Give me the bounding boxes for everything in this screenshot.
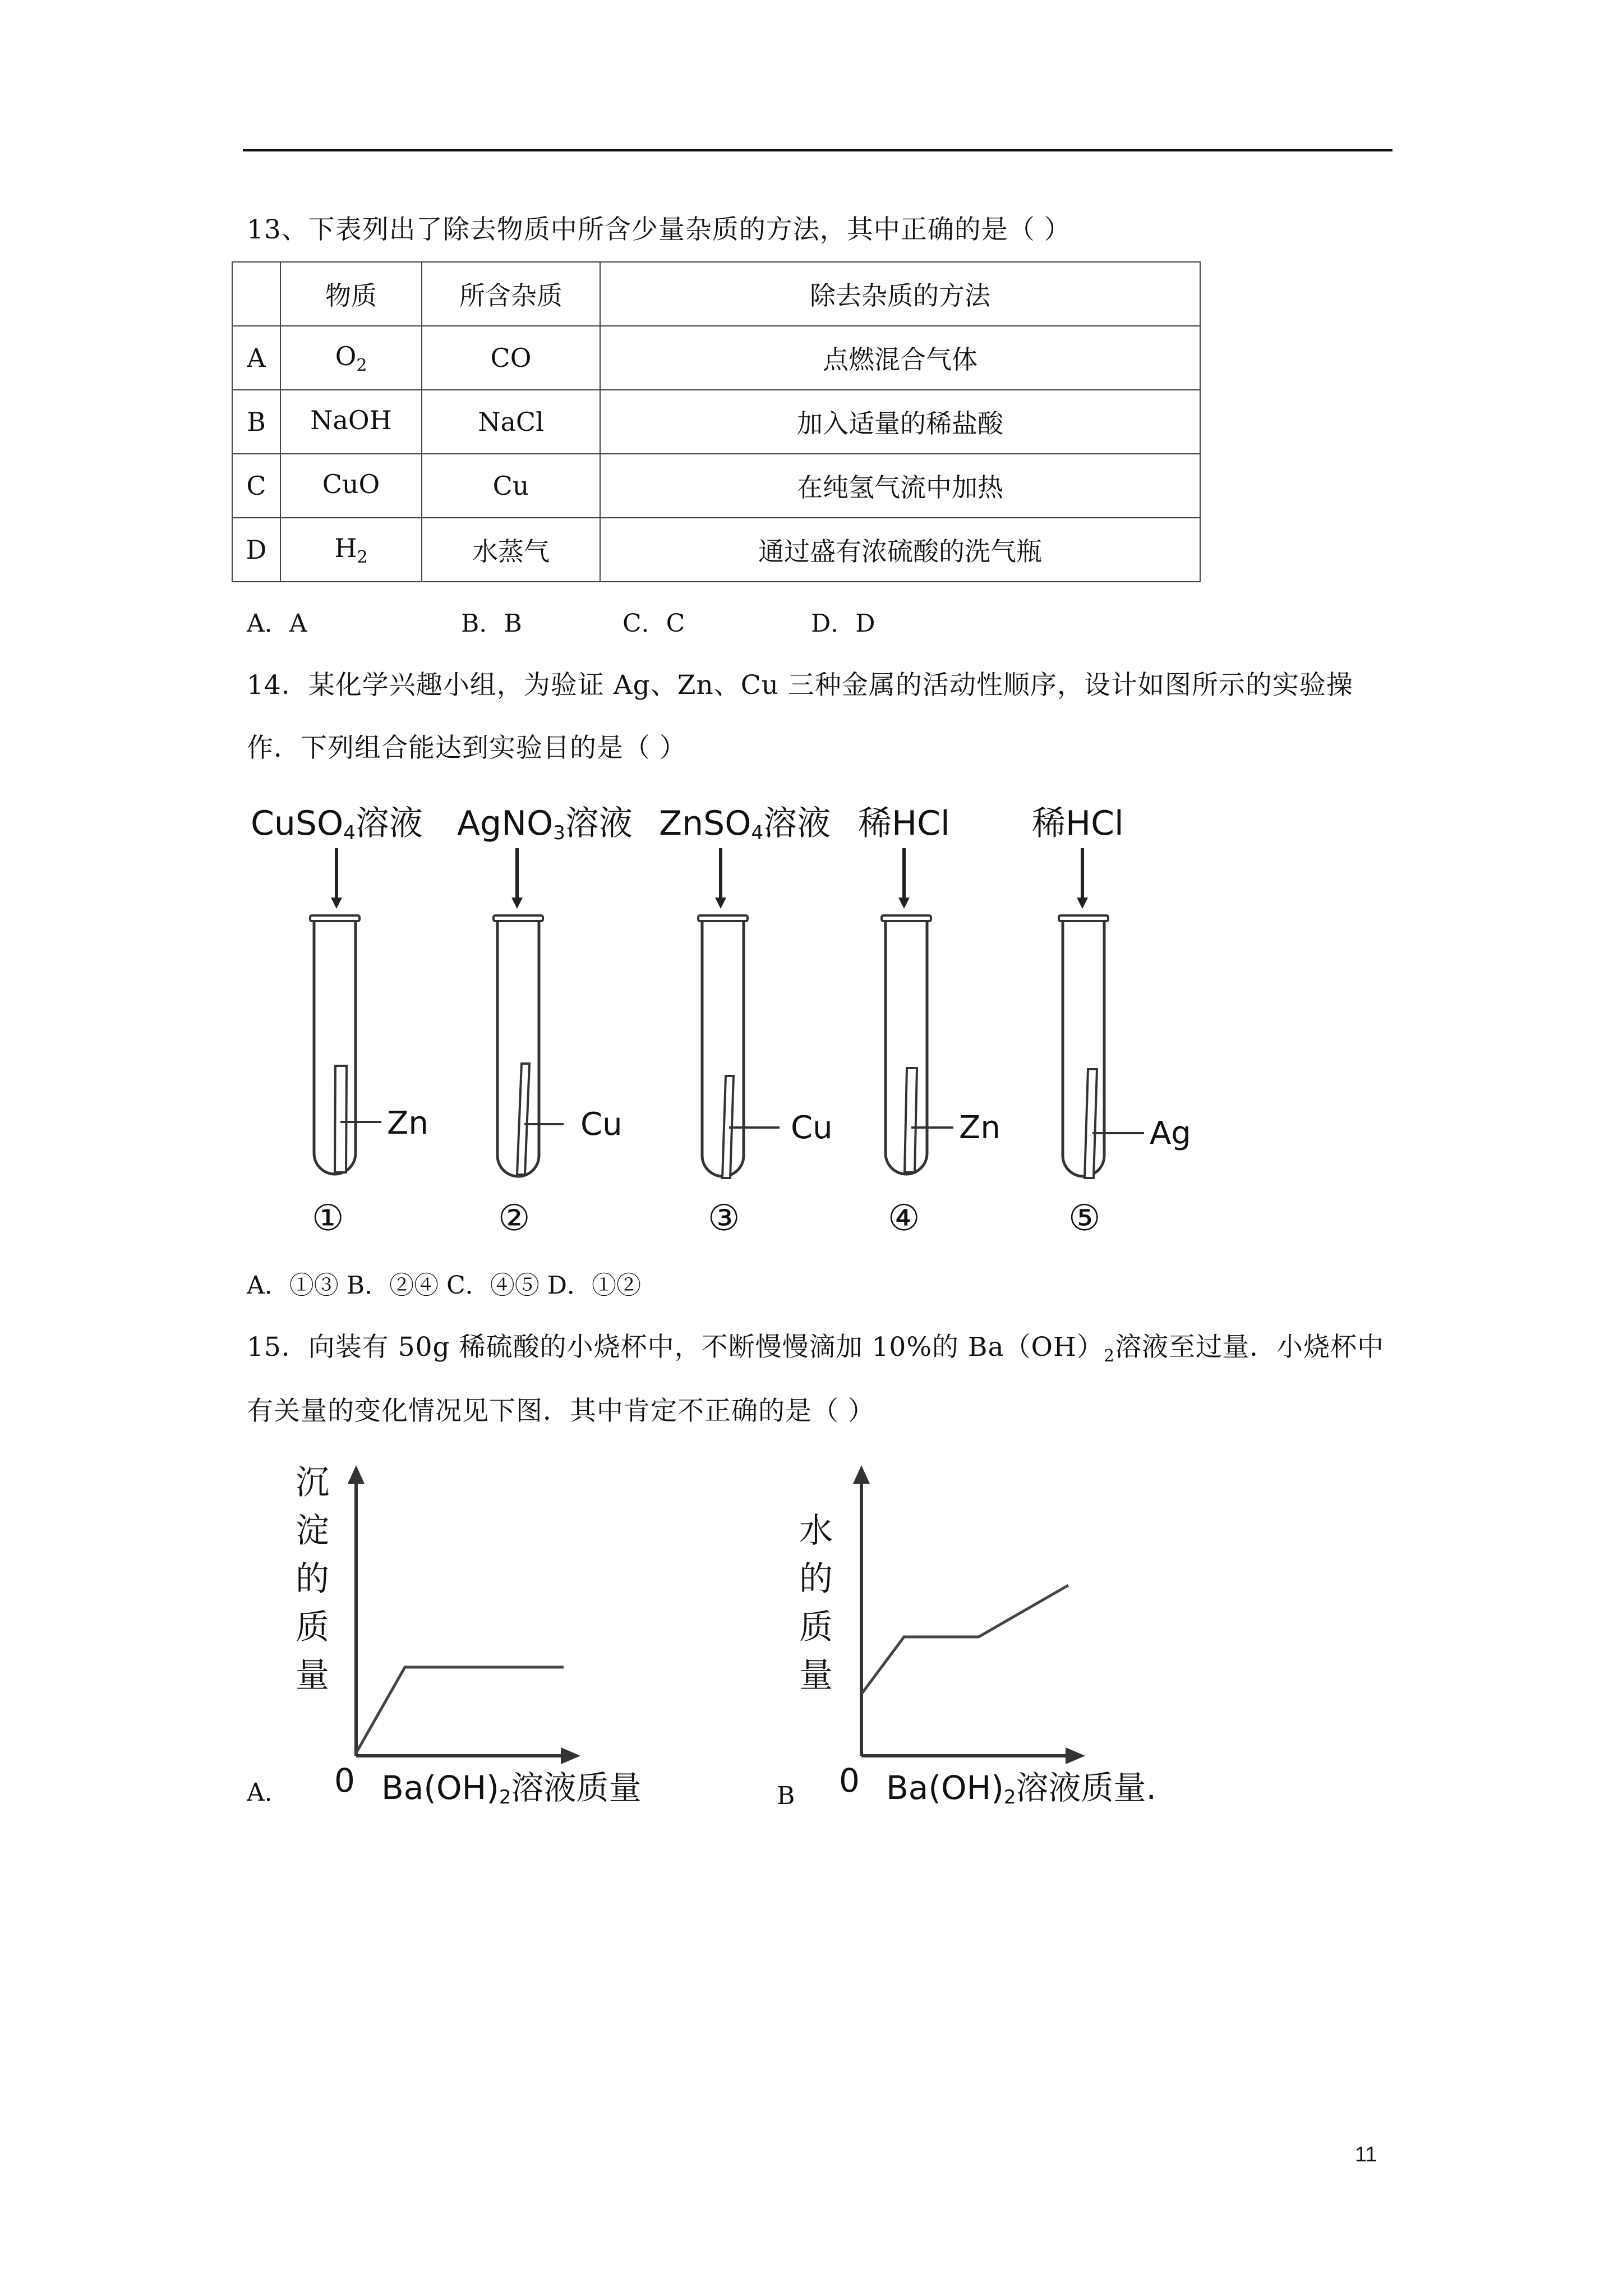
row-label: A [232, 326, 280, 390]
q13-stem: 13、下表列出了除去物质中所含少量杂质的方法，其中正确的是（ ） [247, 214, 1071, 245]
table-header-cell: 所含杂质 [422, 262, 600, 326]
graph-a-origin: 0 [334, 1761, 355, 1800]
graph-b-ylabel: 水 的 质 量 [799, 1511, 833, 1695]
substance-cell: CuO [280, 454, 422, 518]
tube-3-number: ③ [708, 1198, 740, 1239]
precipitate-curve [356, 1667, 564, 1753]
test-tube-2 [494, 848, 564, 1176]
q14-stem-line2: 作．下列组合能达到实验目的是（ ） [247, 733, 686, 763]
test-tube-3 [698, 848, 780, 1178]
graph-a-option: A． [247, 1778, 289, 1807]
impurity-cell: NaCl [422, 390, 600, 454]
table-header-cell: 物质 [280, 262, 422, 326]
method-cell: 加入适量的稀盐酸 [600, 390, 1200, 454]
tube-2-metal: Cu [580, 1106, 623, 1143]
q13-option-c: C．C [623, 609, 685, 638]
graph-b-option: B [777, 1782, 795, 1810]
method-cell: 在纯氢气流中加热 [600, 454, 1200, 518]
tube-4-number: ④ [888, 1198, 920, 1239]
impurity-cell: Cu [422, 454, 600, 518]
water-mass-curve [861, 1585, 1068, 1694]
row-label: C [232, 454, 280, 518]
graph-b-origin: 0 [839, 1761, 860, 1800]
graph-a-ylabel: 沉 淀 的 质 量 [296, 1463, 329, 1695]
tube-3-metal: Cu [791, 1110, 833, 1146]
page-number: 11 [1355, 2143, 1377, 2166]
tube-2-number: ② [498, 1198, 531, 1239]
row-label: D [232, 518, 280, 582]
q13-option-d: D．D [811, 609, 875, 638]
q15-stem-line2: 有关量的变化情况见下图．其中肯定不正确的是（ ） [247, 1396, 875, 1427]
graph-b [853, 1465, 1085, 1764]
q15-stem-line1: 15．向装有 50g 稀硫酸的小烧杯中，不断慢慢滴加 10%的 $Ba(OH)_2$溶液至过量．小烧杯中 [247, 1332, 1385, 1366]
tube-5-metal: Ag [1150, 1115, 1191, 1152]
substance-cell: NaOH [280, 390, 422, 454]
row-label: B [232, 390, 280, 454]
q14-options: A．①③ B．②④ C．④⑤ D．①② [247, 1271, 642, 1300]
impurity-cell: 水蒸气 [422, 518, 600, 582]
test-tube-1 [310, 848, 381, 1174]
test-tube-4 [882, 848, 953, 1174]
graph-a [348, 1465, 580, 1764]
test-tube-5 [1059, 848, 1144, 1178]
tube-2-reagent: AgNO3溶液 [457, 804, 633, 844]
method-cell: 通过盛有浓硫酸的洗气瓶 [600, 518, 1200, 582]
tube-3-reagent: ZnSO4溶液 [659, 804, 831, 844]
tube-1-reagent: CuSO4溶液 [251, 804, 423, 844]
method-cell: 点燃混合气体 [600, 326, 1200, 390]
tube-1-number: ① [312, 1198, 344, 1239]
tube-4-reagent: 稀HCl [858, 804, 950, 843]
q14-stem-line1: 14．某化学兴趣小组，为验证 Ag、Zn、Cu 三种金属的活动性顺序，设计如图所示的实验操 [247, 670, 1353, 701]
substance-cell: $H_2$ [280, 518, 422, 582]
graph-a-xlabel: Ba(OH)2溶液质量 [381, 1769, 642, 1809]
q13-option-a: A．A [247, 609, 307, 638]
impurity-cell: CO [422, 326, 600, 390]
tube-4-metal: Zn [959, 1110, 1000, 1146]
tube-5-number: ⑤ [1068, 1198, 1101, 1239]
graph-b-xlabel: Ba(OH)2溶液质量. [886, 1769, 1156, 1809]
q13-option-b: B．B [461, 609, 522, 638]
table-header-cell: 除去杂质的方法 [600, 262, 1200, 326]
substance-cell: $O_2$ [280, 326, 422, 390]
tube-1-metal: Zn [387, 1105, 428, 1142]
tube-5-reagent: 稀HCl [1032, 804, 1124, 843]
